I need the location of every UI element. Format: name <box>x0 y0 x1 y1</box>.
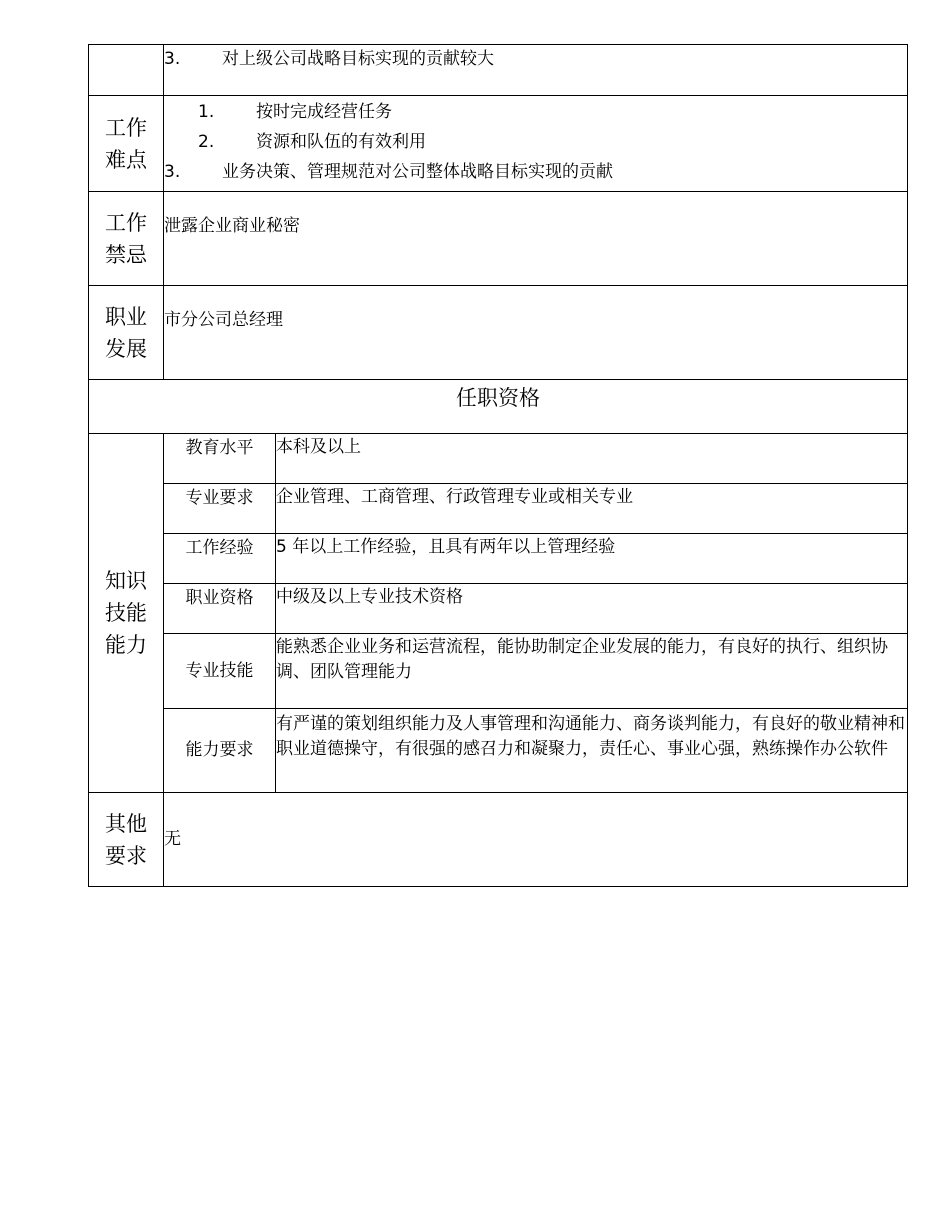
item-number: 1. <box>198 102 215 122</box>
qualification-row <box>89 534 908 584</box>
education-label: 教育水平 <box>164 434 276 484</box>
qualification-row <box>89 634 908 709</box>
label-line: 能力 <box>105 633 147 657</box>
section-title: 任职资格 <box>89 380 908 434</box>
continuation-label-cell <box>89 45 164 96</box>
other-text: 无 <box>164 829 181 849</box>
career-text: 市分公司总经理 <box>164 310 283 330</box>
value-text: 能熟悉企业业务和运营流程，能协助制定企业发展的能力，有良好的执行、组织协调、团队管理能力 <box>276 637 888 682</box>
value-text: 企业管理、工商管理、行政管理专业或相关专业 <box>276 487 633 507</box>
certification-label: 职业资格 <box>164 584 276 634</box>
item-text: 业务决策、管理规范对公司整体战略目标实现的贡献 <box>222 162 613 182</box>
list-item <box>164 100 907 125</box>
label-line: 禁忌 <box>105 242 147 267</box>
taboos-label <box>89 192 164 286</box>
value-text: 5 年以上工作经验，且具有两年以上管理经验 <box>276 537 616 557</box>
major-label: 专业要求 <box>164 484 276 534</box>
career-row <box>89 286 908 380</box>
difficulties-content <box>164 96 908 192</box>
qualification-row <box>89 584 908 634</box>
other-content <box>164 793 908 887</box>
other-label <box>89 793 164 887</box>
experience-value <box>276 534 908 584</box>
ability-value <box>276 709 908 793</box>
skills-label: 专业技能 <box>164 634 276 709</box>
value-text: 有严谨的策划组织能力及人事管理和沟通能力、商务谈判能力，有良好的敬业精神和职业道德操守，有很强的感召力和凝聚力，责任心、事业心强，熟练操作办公软件 <box>276 714 905 759</box>
list-item <box>164 47 907 72</box>
taboos-content <box>164 192 908 286</box>
qualifications-header-row <box>89 380 908 434</box>
label-line: 职业 <box>105 304 147 329</box>
education-value <box>276 434 908 484</box>
item-text: 对上级公司战略目标实现的贡献较大 <box>222 49 494 69</box>
item-number: 2. <box>198 132 215 152</box>
label-line: 难点 <box>105 147 147 172</box>
ability-label: 能力要求 <box>164 709 276 793</box>
label-line: 知识 <box>105 569 147 593</box>
qualification-row <box>89 434 908 484</box>
difficulties-row <box>89 96 908 192</box>
continuation-row <box>89 45 908 96</box>
major-value <box>276 484 908 534</box>
taboos-text: 泄露企业商业秘密 <box>164 216 300 236</box>
job-description-table <box>88 44 908 887</box>
list-item <box>164 130 907 155</box>
label-line: 技能 <box>105 601 147 625</box>
list-item <box>164 160 907 185</box>
taboos-row <box>89 192 908 286</box>
qualification-row <box>89 709 908 793</box>
item-number: 3. <box>164 49 181 69</box>
label-line: 工作 <box>105 210 147 235</box>
career-content <box>164 286 908 380</box>
qualification-row <box>89 484 908 534</box>
certification-value <box>276 584 908 634</box>
other-row <box>89 793 908 887</box>
value-text: 中级及以上专业技术资格 <box>276 587 463 607</box>
label-line: 要求 <box>105 843 147 868</box>
experience-label: 工作经验 <box>164 534 276 584</box>
item-text: 资源和队伍的有效利用 <box>256 132 426 152</box>
continuation-content <box>164 45 908 96</box>
label-line: 发展 <box>105 336 147 361</box>
label-line: 工作 <box>105 115 147 140</box>
skills-value <box>276 634 908 709</box>
difficulties-label <box>89 96 164 192</box>
item-number: 3. <box>164 162 181 182</box>
career-label <box>89 286 164 380</box>
value-text: 本科及以上 <box>276 437 361 457</box>
item-text: 按时完成经营任务 <box>256 102 392 122</box>
knowledge-skills-label <box>89 434 164 793</box>
label-line: 其他 <box>105 811 147 836</box>
